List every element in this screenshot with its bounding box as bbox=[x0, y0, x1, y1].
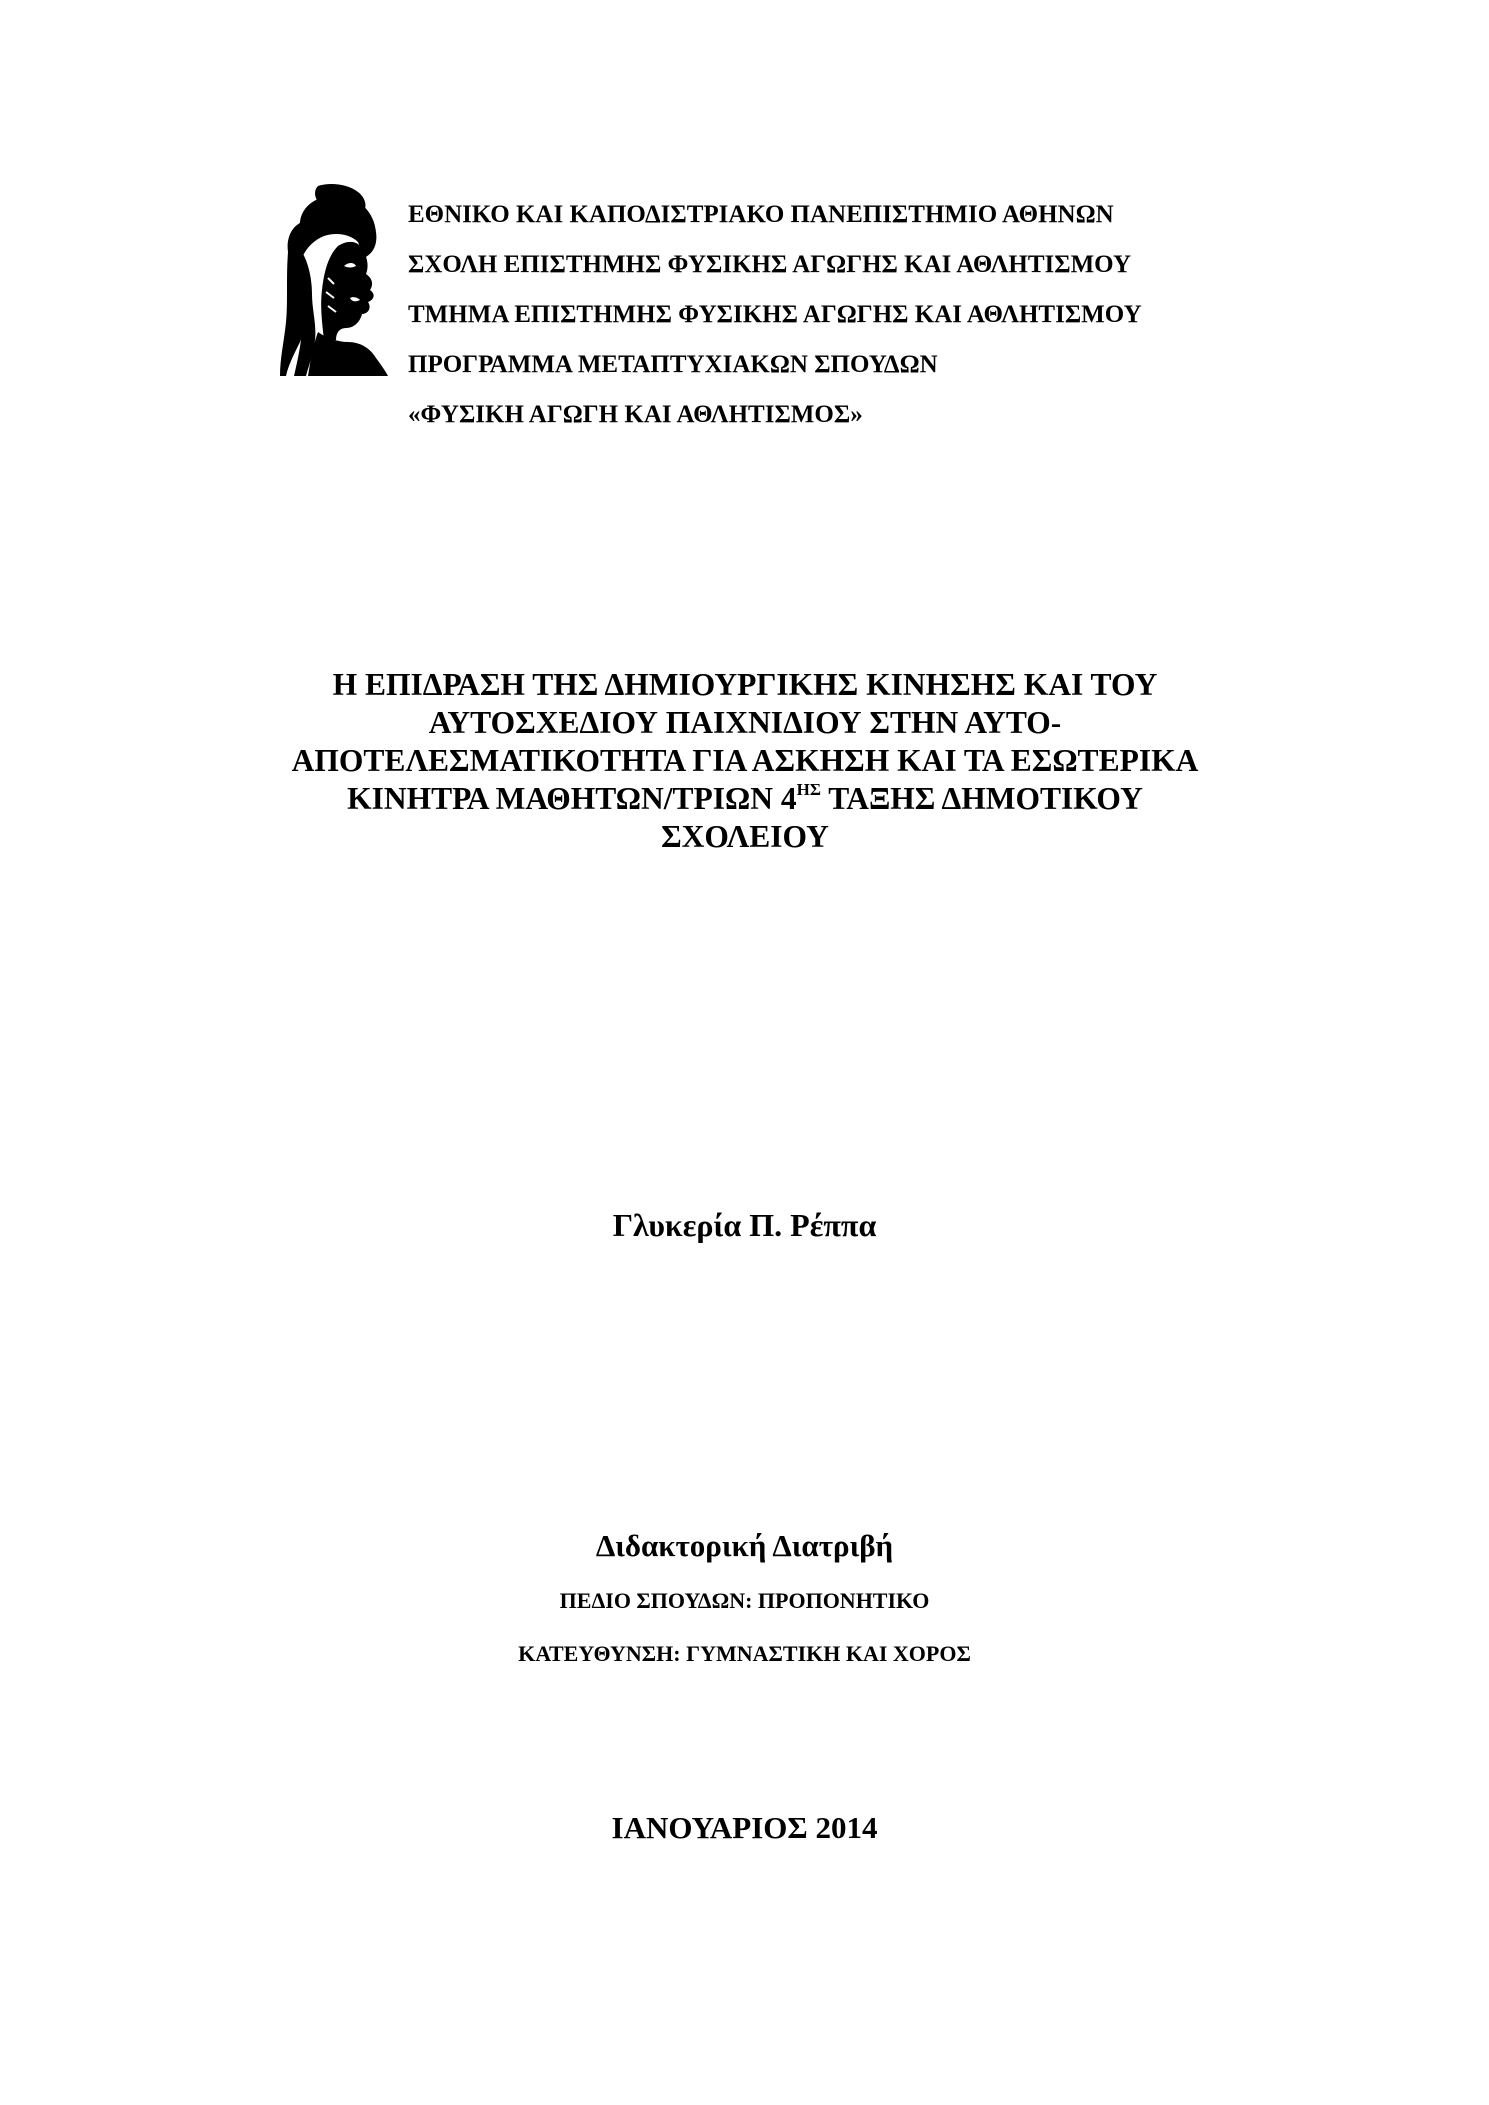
thesis-title-line: ΑΠΟΤΕΛΕΣΜΑΤΙΚΟΤΗΤΑ ΓΙΑ ΑΣΚΗΣΗ ΚΑΙ ΤΑ ΕΣΩΤΕΡΙΚΑ bbox=[291, 743, 1199, 778]
thesis-title-text: ΚΙΝΗΤΡΑ ΜΑΘΗΤΩΝ/ΤΡΙΩΝ 4 bbox=[347, 781, 797, 816]
author-name: Γλυκερία Π. Ρέππα bbox=[612, 1207, 877, 1243]
department-name: ΤΜΗΜΑ ΕΠΙΣΤΗΜΗΣ ΦΥΣΙΚΗΣ ΑΓΩΓΗΣ ΚΑΙ ΑΘΛΗΤΙΣΜΟΥ bbox=[408, 301, 1142, 328]
program-name: ΠΡΟΓΡΑΜΜΑ ΜΕΤΑΠΤΥΧΙΑΚΩΝ ΣΠΟΥΔΩΝ bbox=[408, 351, 938, 378]
thesis-title-line bbox=[170, 780, 1320, 818]
specialization-direction: ΚΑΤΕΥΘΥΝΣΗ: ΓΥΜΝΑΣΤΙΚΗ ΚΑΙ ΧΟΡΟΣ bbox=[518, 1641, 971, 1666]
athena-head-logo-icon bbox=[278, 182, 390, 378]
university-name: ΕΘΝΙΚΟ ΚΑΙ ΚΑΠΟΔΙΣΤΡΙΑΚΟ ΠΑΝΕΠΙΣΤΗΜΙΟ ΑΘΗΝΩΝ bbox=[408, 201, 1114, 228]
thesis-title-text: ΤΑΞΗΣ ΔΗΜΟΤΙΚΟΥ bbox=[820, 781, 1143, 816]
thesis-title-line: Η ΕΠΙΔΡΑΣΗ ΤΗΣ ΔΗΜΙΟΥΡΓΙΚΗΣ ΚΙΝΗΣΗΣ ΚΑΙ ΤΟΥ bbox=[332, 667, 1158, 702]
ordinal-superscript: ΗΣ bbox=[796, 780, 821, 799]
thesis-title bbox=[170, 666, 1320, 856]
program-specialization: «ΦΥΣΙΚΗ ΑΓΩΓΗ ΚΑΙ ΑΘΛΗΤΙΣΜΟΣ» bbox=[408, 401, 863, 428]
publication-date: ΙΑΝΟΥΑΡΙΟΣ 2014 bbox=[611, 1810, 878, 1845]
thesis-title-line: ΑΥΤΟΣΧΕΔΙΟΥ ΠΑΙΧΝΙΔΙΟΥ ΣΤΗΝ ΑΥΤΟ- bbox=[428, 705, 1062, 740]
thesis-title-line: ΣΧΟΛΕΙΟΥ bbox=[661, 819, 829, 854]
school-name: ΣΧΟΛΗ ΕΠΙΣΤΗΜΗΣ ΦΥΣΙΚΗΣ ΑΓΩΓΗΣ ΚΑΙ ΑΘΛΗΤΙΣΜΟΥ bbox=[408, 251, 1132, 278]
field-of-study: ΠΕΔΙΟ ΣΠΟΥΔΩΝ: ΠΡΟΠΟΝΗΤΙΚΟ bbox=[559, 1588, 930, 1613]
institution-block bbox=[408, 190, 1308, 440]
document-type: Διδακτορική Διατριβή bbox=[595, 1528, 894, 1563]
